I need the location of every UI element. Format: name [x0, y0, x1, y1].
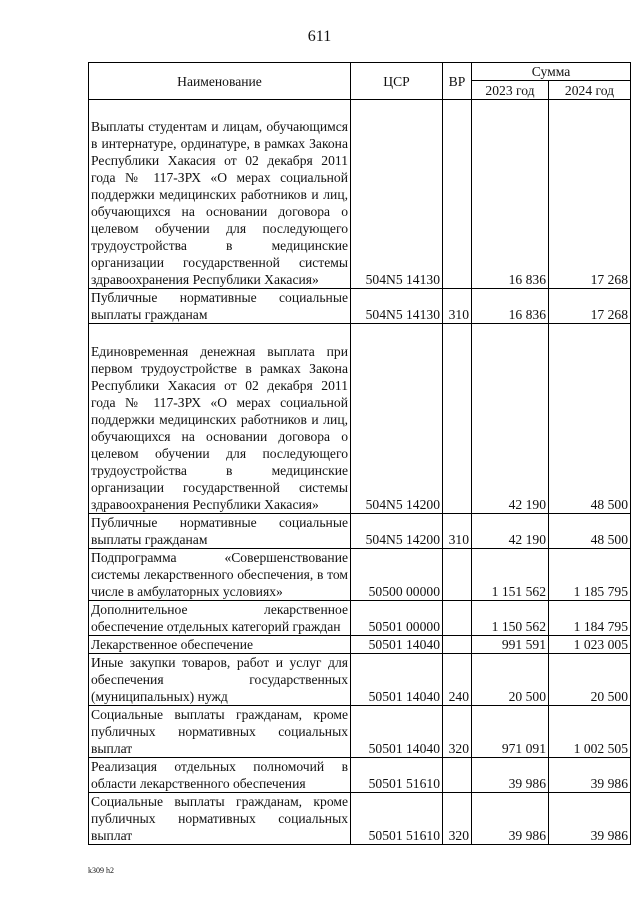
row-sum-2024-cell: 39 986 [549, 793, 631, 845]
row-name-cell: Социальные выплаты гражданам, кроме публичных нормативных социальных выплат [89, 793, 351, 845]
row-vr-cell: 240 [443, 654, 472, 706]
row-name-cell: Публичные нормативные социальные выплаты гражданам [89, 514, 351, 549]
row-sum-2023-cell: 42 190 [472, 324, 549, 514]
row-vr-cell: 310 [443, 514, 472, 549]
row-name-cell: Публичные нормативные социальные выплаты гражданам [89, 289, 351, 324]
table-row [89, 601, 631, 636]
row-sum-2024-cell: 1 185 795 [549, 549, 631, 601]
row-csr-cell: 50501 14040 [351, 654, 443, 706]
row-vr-cell [443, 100, 472, 289]
row-csr-cell: 504N5 14130 [351, 289, 443, 324]
row-sum-2024-cell: 1 002 505 [549, 706, 631, 758]
row-csr-cell: 50501 14040 [351, 636, 443, 654]
row-name-cell: Реализация отдельных полномочий в области лекарственного обеспечения [89, 758, 351, 793]
header-year-2023: 2023 год [472, 81, 549, 100]
header-name: Наименование [89, 63, 351, 100]
row-name-cell: Дополнительное лекарственное обеспечение отдельных категорий граждан [89, 601, 351, 636]
row-sum-2023-cell: 1 150 562 [472, 601, 549, 636]
row-vr-cell [443, 324, 472, 514]
row-vr-cell [443, 549, 472, 601]
row-sum-2024-cell: 48 500 [549, 324, 631, 514]
table-row [89, 289, 631, 324]
row-sum-2023-cell: 42 190 [472, 514, 549, 549]
row-sum-2023-cell: 971 091 [472, 706, 549, 758]
header-year-2024: 2024 год [549, 81, 631, 100]
row-sum-2023-cell: 20 500 [472, 654, 549, 706]
row-sum-2024-cell: 17 268 [549, 100, 631, 289]
table-row [89, 706, 631, 758]
row-name-cell: Подпрограмма «Совершенствование системы лекарственного обеспечения, в том числе в амбулаторных условиях» [89, 549, 351, 601]
table-row [89, 514, 631, 549]
budget-table [88, 62, 631, 845]
table-row [89, 758, 631, 793]
row-name-cell: Лекарственное обеспечение [89, 636, 351, 654]
table-row [89, 100, 631, 289]
row-name-cell: Иные закупки товаров, работ и услуг для обеспечения государственных (муниципальных) нужд [89, 654, 351, 706]
row-vr-cell [443, 601, 472, 636]
header-csr: ЦСР [351, 63, 443, 100]
row-vr-cell: 310 [443, 289, 472, 324]
page-number: 611 [307, 28, 332, 45]
row-csr-cell: 50501 51610 [351, 758, 443, 793]
row-vr-cell [443, 758, 472, 793]
row-vr-cell [443, 636, 472, 654]
table-row [89, 654, 631, 706]
row-sum-2023-cell: 16 836 [472, 289, 549, 324]
table-row [89, 549, 631, 601]
row-csr-cell: 504N5 14200 [351, 324, 443, 514]
row-sum-2023-cell: 991 591 [472, 636, 549, 654]
header-vr: ВР [443, 63, 472, 100]
row-name-cell: Выплаты студентам и лицам, обучающимся в интернатуре, ординатуре, в рамках Закона Республики Хакасия от 02 декабря 2011 года № 117-ЗРХ «О мерах социальной поддержки медицинских работников и лиц, обучающихся на основании договора о целевом обучении для последующего трудоустройства в медицинские организации государственной системы здравоохранения Республики Хакасия» [89, 100, 351, 289]
row-sum-2023-cell: 39 986 [472, 793, 549, 845]
row-sum-2023-cell: 1 151 562 [472, 549, 549, 601]
table-row [89, 793, 631, 845]
row-sum-2024-cell: 48 500 [549, 514, 631, 549]
row-sum-2024-cell: 20 500 [549, 654, 631, 706]
row-sum-2024-cell: 1 184 795 [549, 601, 631, 636]
footer-code: k309 h2 [88, 866, 114, 875]
table-row [89, 636, 631, 654]
table-row [89, 324, 631, 514]
row-name-cell: Единовременная денежная выплата при первом трудоустройстве в рамках Закона Республики Хакасия от 02 декабря 2011 года № 117-ЗРХ «О мерах социальной поддержки медицинских работников и лиц, обучающихся на основании договора о целевом обучении для последующего трудоустройства в медицинские организации государственной системы здравоохранения Республики Хакасия» [89, 324, 351, 514]
row-vr-cell: 320 [443, 706, 472, 758]
row-sum-2024-cell: 1 023 005 [549, 636, 631, 654]
row-name-cell: Социальные выплаты гражданам, кроме публичных нормативных социальных выплат [89, 706, 351, 758]
row-vr-cell: 320 [443, 793, 472, 845]
row-sum-2024-cell: 17 268 [549, 289, 631, 324]
row-csr-cell: 504N5 14200 [351, 514, 443, 549]
header-sum: Сумма [472, 63, 631, 81]
row-csr-cell: 504N5 14130 [351, 100, 443, 289]
row-sum-2023-cell: 39 986 [472, 758, 549, 793]
row-csr-cell: 50500 00000 [351, 549, 443, 601]
row-sum-2023-cell: 16 836 [472, 100, 549, 289]
row-csr-cell: 50501 51610 [351, 793, 443, 845]
row-csr-cell: 50501 14040 [351, 706, 443, 758]
row-csr-cell: 50501 00000 [351, 601, 443, 636]
row-sum-2024-cell: 39 986 [549, 758, 631, 793]
